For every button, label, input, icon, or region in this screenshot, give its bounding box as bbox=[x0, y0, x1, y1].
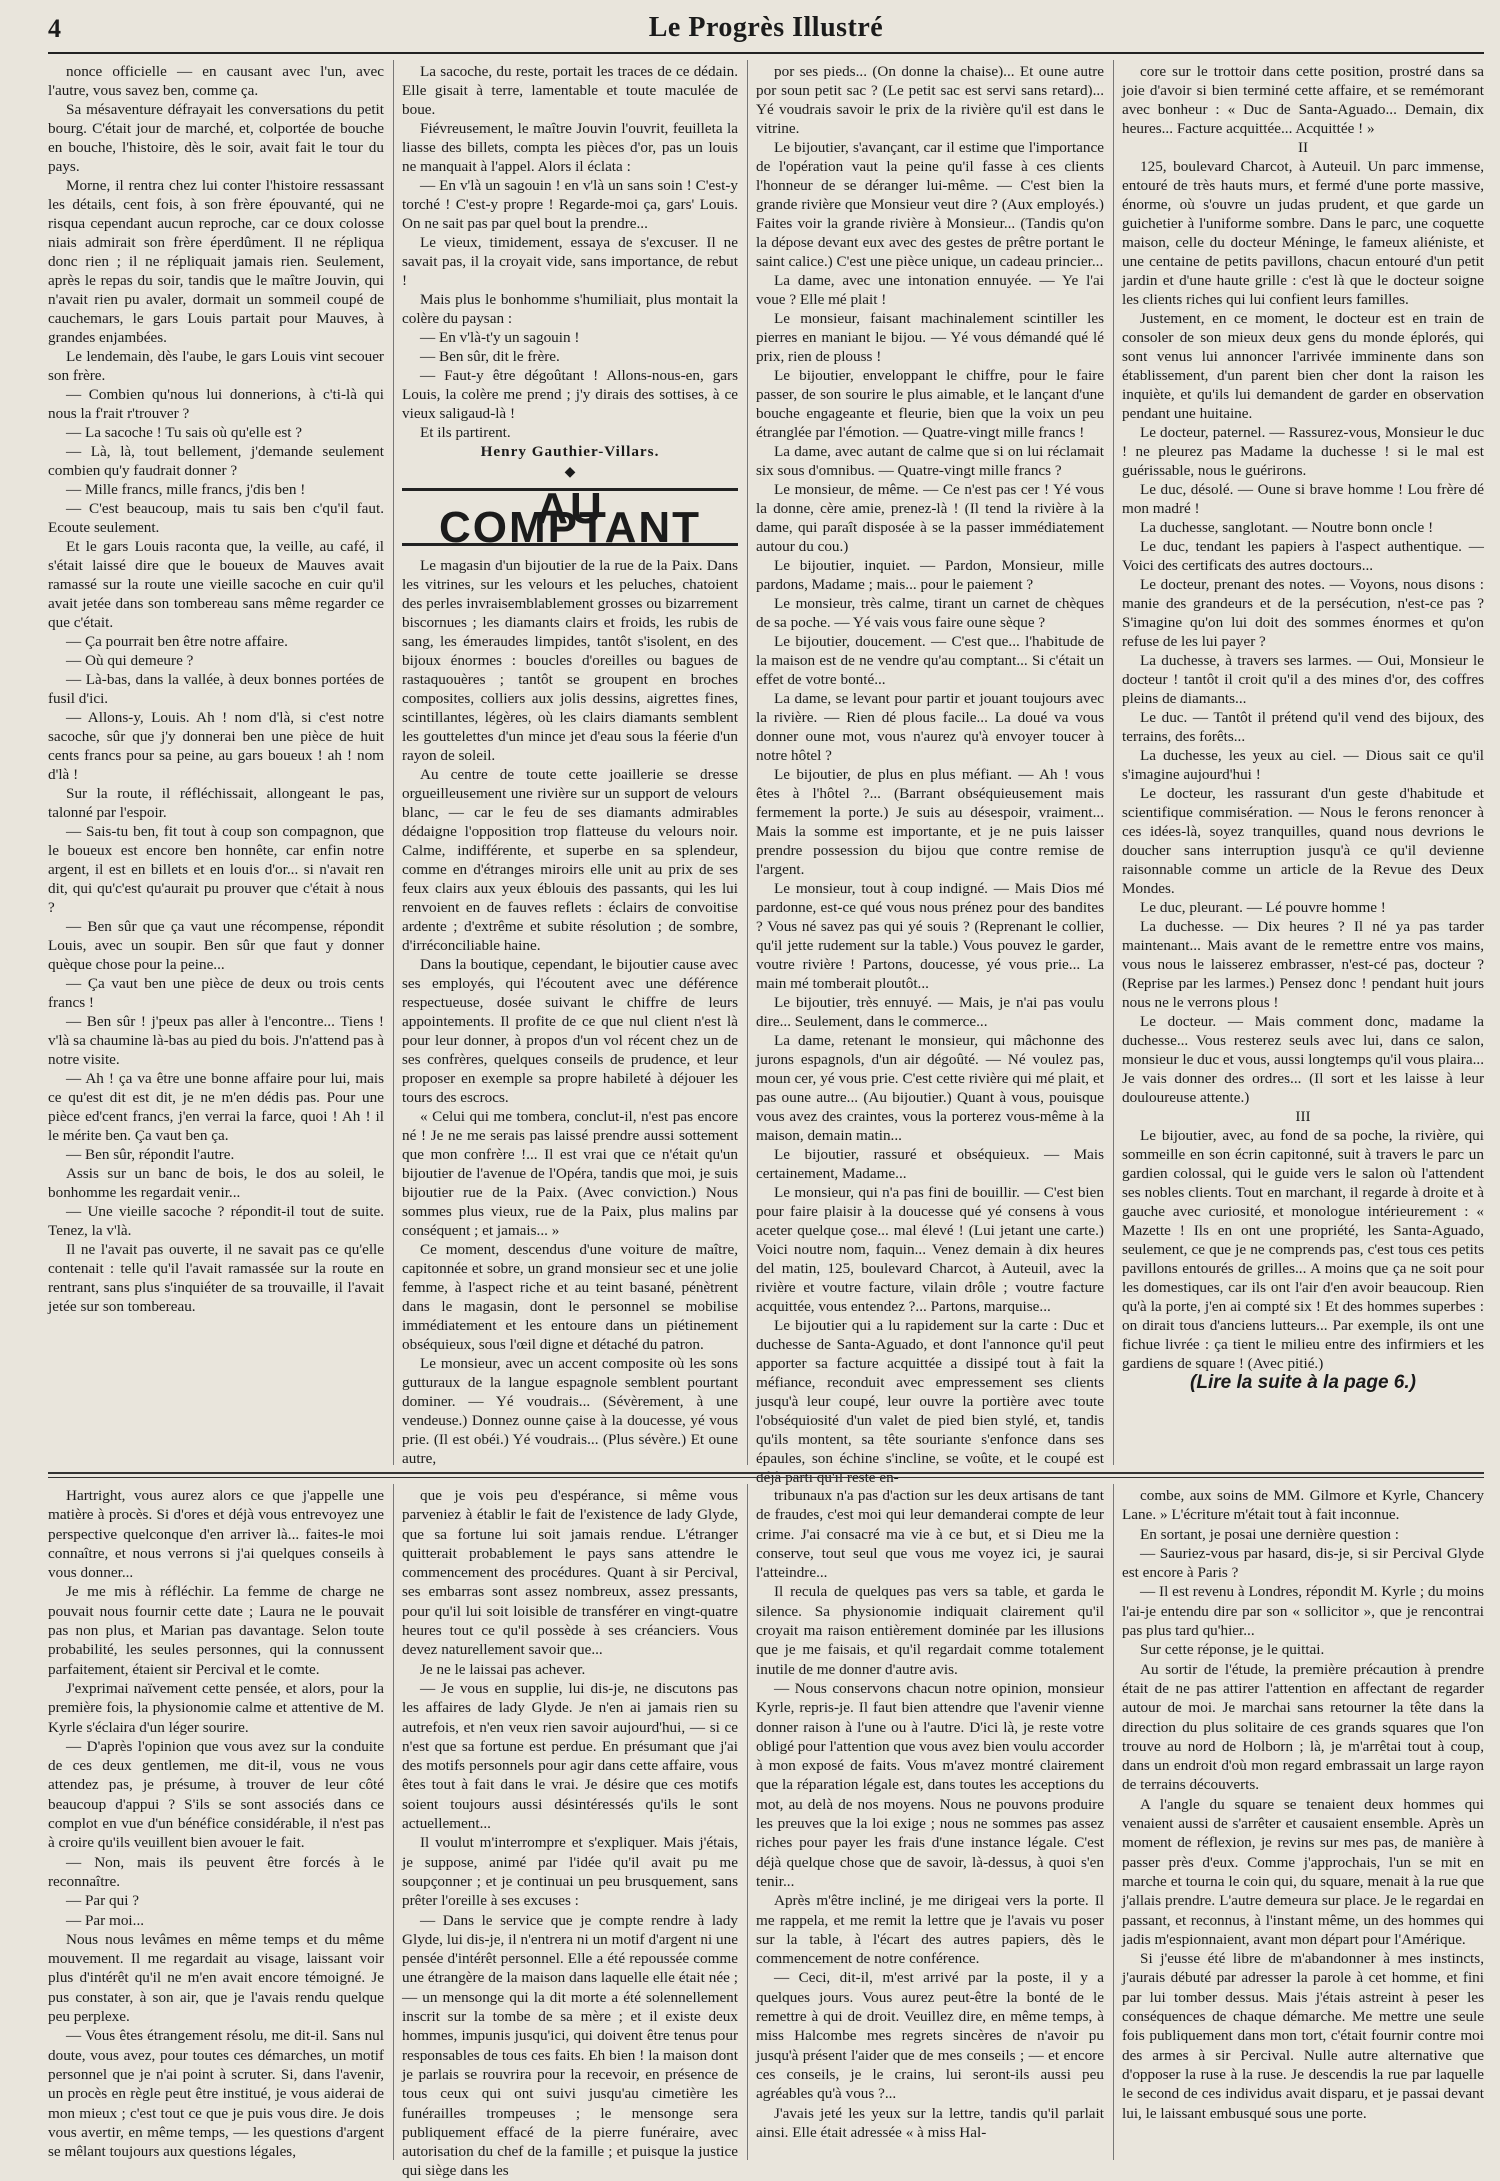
paragraph: La sacoche, du reste, portait les traces de ce dédain. Elle gisait à terre, lamentable et toute maculée de boue. bbox=[402, 63, 738, 118]
story-column-2 bbox=[402, 62, 738, 1467]
paragraph: Il voulut m'interrompre et s'expliquer. Mais j'étais, je suppose, animé par l'idée qu'il avait pu me soupçonner ; et je continuai un peu brusquement, sans prêter l'oreille à ses excuses : bbox=[402, 1834, 738, 1910]
story-headline: AU COMPTANT bbox=[402, 488, 738, 546]
paragraph: Le duc, désolé. — Oune si brave homme ! Lou frère dé mon madré ! bbox=[1122, 481, 1484, 517]
paragraph: Il ne l'avait pas ouverte, il ne savait pas ce qu'elle contenait : telle qu'il l'avait ramassée sur la route en rentrant, sans plus s'inquiéter de sa trouvaille, il l'avait jetée sur son tombereau. bbox=[48, 1241, 384, 1315]
story-column-3 bbox=[756, 62, 1104, 1486]
journal-title: Le Progrès Illustré bbox=[648, 12, 884, 43]
paragraph: Justement, en ce moment, le docteur est en train de consoler de son mieux deux gens du monde éplorés, qui sont venus lui annoncer l'arrivée imminente dans son établissement, d'un parent bien cher dont la raison les inquiète, et qu'ils lui demandent de garder en observation pendant une huitaine. bbox=[1122, 310, 1484, 422]
page-number: 4 bbox=[48, 14, 61, 43]
paragraph: Et ils partirent. bbox=[420, 424, 511, 441]
paragraph: Le bijoutier, avec, au fond de sa poche, la rivière, qui sommeille en son écrin capitonné, suit à travers le parc un gardien colossal, qui le guide vers le salon où l'attendent ses nobles clients. Tout en marchant, il regarde à droite et à gauche avec curiosité, et monologue intérieurement : « Mazette ! Ils en ont une propriété, les Santa-Aguado, seulement, ce que je ne comprends pas, c'est tous ces petits pavillons entourés de grilles... A moins que ça ne soit pour les domestiques, car ils ont l'air d'en avoir beaucoup. Rien qu'à la porte, j'en ai compté six ! Et des hommes superbes : on dirait tous d'anciens lutteurs... Par exemple, ils ont une fichue livrée : ça tient le milieu entre des infirmiers et les gardiens de square ! (Avec pitié.) bbox=[1122, 1127, 1484, 1372]
paragraph: Le monsieur, de même. — Ce n'est pas cer ! Yé vous la donne, cère amie, prenez-là ! (Il tend la rivière à la dame, qui paraît disposée à se la passer immédiatement autour du cou.) bbox=[756, 481, 1104, 555]
paragraph: — Je vous en supplie, lui dis-je, ne discutons pas les affaires de lady Glyde. Je n'en ai jamais rien su autrefois, et n'en veux rien savoir aujourd'hui, — si ce n'est que sa fortune est perdue. En présumant que j'ai des motifs personnels pour agir dans cette affaire, vous êtes tout à fait dans le vrai. Je désire que ces motifs soient toujours aussi désintéressés qu'ils le sont actuellement... bbox=[402, 1679, 738, 1833]
paragraph: Le docteur, les rassurant d'un geste d'habitude et scientifique commisération. — Nous le ferons renoncer à ces idées-là, soyez tranquilles, quand nous devrions le doucher sans interruption jusqu'à ce qu'il devienne raisonnable comme un article de la Revue des Deux Mondes. bbox=[1122, 785, 1484, 897]
feuilleton-column-3 bbox=[756, 1486, 1104, 2158]
feuilleton-column-4 bbox=[1122, 1486, 1484, 2158]
paragraph: Hartright, vous aurez alors ce que j'appelle une matière à procès. Si d'ores et déjà vous entrevoyez une perspective quelconque d'en arriver là... faites-le moi connaître, et nous verrons si j'ai quelques conseils à vous donner... bbox=[48, 1487, 384, 1582]
paragraph: — Mille francs, mille francs, j'dis ben ! bbox=[66, 481, 306, 498]
paragraph: — Vous êtes étrangement résolu, me dit-il. Sans nul doute, vous avez, pour toutes ces démarches, un motif personnel que je n'ai point à scruter. Si, dans l'avenir, un procès en règle peut être institué, je vous aiderai de mon mieux ; c'est tout ce que je puis vous dire. Je dois vous avertir, en même temps, — les questions d'argent se mêlant toujours aux questions légales, bbox=[48, 2027, 384, 2161]
paragraph: Le bijoutier, rassuré et obséquieux. — Mais certainement, Madame... bbox=[756, 1146, 1104, 1182]
paragraph: Au sortir de l'étude, la première précaution à prendre était de ne pas attirer l'attention en affectant de regarder autour de moi. Je marchai sans retourner la tête dans la direction du plus solitaire de ces grands squares que l'on trouve au nord de Holborn ; là, je m'arrêtai tout à coup, dans un endroit d'où mon regard embrassait un large rayon de terrains découverts. bbox=[1122, 1660, 1484, 1794]
paragraph: Le bijoutier, très ennuyé. — Mais, je n'ai pas voulu dire... Seulement, dans le commerce... bbox=[756, 994, 1104, 1030]
section-number: III bbox=[1295, 1108, 1311, 1125]
paragraph: combe, aux soins de MM. Gilmore et Kyrle, Chancery Lane. » L'écriture m'était tout à fait inconnue. bbox=[1122, 1487, 1484, 1524]
paragraph: Je ne le laissai pas achever. bbox=[420, 1660, 586, 1678]
paragraph: — Combien qu'nous lui donnerions, à c'ti-là qui nous la f'rait r'trouver ? bbox=[48, 386, 384, 422]
paragraph: J'exprimai naïvement cette pensée, et alors, pour la première fois, la physionomie calme et attentive de M. Kyrle s'éclaira d'un léger sourire. bbox=[48, 1679, 384, 1736]
paragraph: Le duc, pleurant. — Lé pouvre homme ! bbox=[1140, 899, 1386, 916]
paragraph: — Ben sûr ! j'peux pas aller à l'encontre... Tiens ! v'là sa chaumine là-bas au pied du bois. J'n'attend pas à notre visite. bbox=[48, 1013, 384, 1068]
paragraph: — D'après l'opinion que vous avez sur la conduite de ces deux gentlemen, me dit-il, vous ne vous attendez pas, je présume, à trouver de leur côté beaucoup d'appui ? S'ils se sont associés dans ce complot en vue d'un bénéfice considérable, il n'est pas à croire qu'ils veuillent bien avouer le fait. bbox=[48, 1737, 384, 1852]
header-rule bbox=[48, 52, 1484, 54]
paragraph: Sur la route, il réfléchissait, allongeant le pas, talonné par l'espoir. bbox=[48, 785, 384, 821]
paragraph: Au centre de toute cette joaillerie se dresse orgueilleusement une rivière sur un support de velours blanc, — car le feu de ses diamants admirables dédaigne l'opposition trop flatteuse du velours noir. Calme, indifférente, et superbe en sa splendeur, comme en d'étranges miroirs elle unit au prix de ses feux clairs aux yeux éblouis des passants, qui les lui renvoient en de fauves reflets : éclairs de convoitise ardente ; d'extrême et subite résolution ; de sombre, d'irréconciliable haine. bbox=[402, 766, 738, 954]
feuilleton-column-1 bbox=[48, 1486, 384, 2161]
paragraph: Le duc, tendant les papiers à l'aspect authentique. — Voici des certificats des autres doctours... bbox=[1122, 538, 1484, 574]
paragraph: — Sauriez-vous par hasard, dis-je, si sir Percival Glyde est encore à Paris ? bbox=[1122, 1544, 1484, 1582]
paragraph: Mais plus le bonhomme s'humiliait, plus montait la colère du paysan : bbox=[402, 291, 738, 327]
section-rule bbox=[48, 1472, 1484, 1474]
paragraph: Le docteur, paternel. — Rassurez-vous, Monsieur le duc ! ne pleurez pas Madame la duchesse ! si le mal est guérissable, nous le guérirons. bbox=[1122, 424, 1484, 479]
paragraph: — Ça vaut ben une pièce de deux ou trois cents francs ! bbox=[48, 975, 384, 1011]
column-divider bbox=[747, 1484, 748, 2160]
paragraph: Le monsieur, tout à coup indigné. — Mais Dios mé pardonne, est-ce qué vous nous prénez pour des bandites ? Vous né savez pas qui yé souis ? (Reprenant le collier, qu'il jette rudement sur la table.) Vous pouvez le garder, voutre rivière ! Partons, doucesse, yé vous prie... La main mé tomberait ploutôt... bbox=[756, 880, 1104, 992]
paragraph: — Allons-y, Louis. Ah ! nom d'là, si c'est notre sacoche, sûr que j'y donnerai ben une pièce de huit cents francs pour sa peine, au gars boueux ! ah ! nom d'là ! bbox=[48, 709, 384, 783]
paragraph: J'avais jeté les yeux sur la lettre, tandis qu'il parlait ainsi. Elle était adressée « à miss Hal- bbox=[756, 2104, 1104, 2141]
paragraph: tribunaux n'a pas d'action sur les deux artisans de tant de fraudes, c'est moi qui leur demanderai compte de leur crime. J'ai consacré ma vie à ce but, et si Dieu me la conserve, tout seul que vous me voyez ici, je saurai l'atteindre... bbox=[756, 1487, 1104, 1582]
paragraph: Morne, il rentra chez lui conter l'histoire ressassant les détails, cent fois, à son frère épouvanté, qui ne risqua cependant aucun reproche, car ce doux colosse niais admirait son frère éperdûment. Il ne répliqua donc rien ; il ne répliquait jamais rien. Seulement, après le repas du soir, tandis que le maître Jouvin, qui n'avait rien pu avaler, dormait un sommeil coupé de cauchemars, le gars Louis partait pour Mauves, à grandes enjambées. bbox=[48, 177, 384, 346]
paragraph: — La sacoche ! Tu sais où qu'elle est ? bbox=[66, 424, 302, 441]
paragraph: — Il est revenu à Londres, répondit M. Kyrle ; du moins l'ai-je entendu dire par son « sollicitor », que je rencontrai pas plus tard qu'hier... bbox=[1122, 1583, 1484, 1640]
column-divider bbox=[393, 60, 394, 1465]
column-divider bbox=[747, 60, 748, 1465]
paragraph: Dans la boutique, cependant, le bijoutier cause avec ses employés, qui l'écoutent avec une déférence respectueuse, dosée suivant le chiffre de leurs appointements. Il profite de ce que nul client n'est là pour leur donner, à propos d'un vol récent chez un de ses confrères, quelques conseils de prudence, et leur proposer en exemple sa propre habileté à déjouer les tours des escrocs. bbox=[402, 956, 738, 1106]
paragraph: Nous nous levâmes en même temps et du même mouvement. Il me regardait au visage, laissant voir plus d'intérêt qu'il ne m'en avait encore témoigné. Je pus constater, à son air, que je l'avais rendu quelque peu perplexe. bbox=[48, 1930, 384, 2026]
story-column-1 bbox=[48, 62, 384, 1462]
paragraph: Le docteur, prenant des notes. — Voyons, nous disons : manie des grandeurs et de la persécution, n'est-ce pas ? S'imagine qu'on lui doit des sommes énormes et qu'on refuse de les lui payer ? bbox=[1122, 576, 1484, 650]
paragraph: La duchesse, sanglotant. — Noutre bonn oncle ! bbox=[1140, 519, 1434, 536]
paragraph: La dame, se levant pour partir et jouant toujours avec la rivière. — Rien dé plous facile... La doué va vous donner oune mot, vous n'aurez qu'à envoyer toucer à notre hôtel ? bbox=[756, 690, 1104, 764]
paragraph: — Ben sûr, répondit l'autre. bbox=[66, 1146, 235, 1163]
paragraph: En sortant, je posai une dernière question : bbox=[1140, 1525, 1399, 1543]
paragraph: Fiévreusement, le maître Jouvin l'ouvrit, feuilleta la liasse des billets, compta les pièces d'or, pas un louis ne manquait à l'appel. Alors il éclata : bbox=[402, 120, 738, 175]
paragraph: Et le gars Louis raconta que, la veille, au café, il s'était laissé dire que le boueux de Mauves avait ramassé sur la route une vieille sacoche en cuir qu'il avait jetée dans son tombereau sans même regarder ce que c'était. bbox=[48, 538, 384, 631]
paragraph: Sa mésaventure défrayait les conversations du petit bourg. C'était jour de marché, et, colportée de bouche en bouche, l'histoire, dès le soir, avait fait le tour du pays. bbox=[48, 101, 384, 175]
story-signature: Henry Gauthier-Villars. bbox=[480, 443, 660, 460]
paragraph: Le bijoutier, enveloppant le chiffre, pour le faire passer, de son sourire le plus aimable, et le lançant d'une bouche engageante et fleurie, bien que la voix un peu étranglée par l'émotion. — Quatre-vingt mille francs ! bbox=[756, 367, 1104, 441]
page-header bbox=[48, 12, 1484, 46]
paragraph: — Ah ! ça va être une bonne affaire pour lui, mais ce qu'est dit est dit, je ne m'en dédis pas. Pour une pièce ed'cent francs, j'en verrai la farce, quoi ! Ah ! il le mérite ben. Ça vaut ben ça. bbox=[48, 1070, 384, 1144]
paragraph: — Non, mais ils peuvent être forcés à le reconnaître. bbox=[48, 1853, 384, 1890]
paragraph: La duchesse. — Dix heures ? Il né ya pas tarder maintenant... Mais avant de le remettre entre vos mains, vous nous le laisserez embrasser, n'est-cé pas, docteur ? (Reprise par les larmes.) Pensez donc ! pendant huit jours nous ne le verrons plous ! bbox=[1122, 918, 1484, 1011]
paragraph: Le duc. — Tantôt il prétend qu'il vend des bijoux, des terrains, des forêts... bbox=[1122, 709, 1484, 745]
paragraph: — Là-bas, dans la vallée, à deux bonnes portées de fusil d'ici. bbox=[48, 671, 384, 707]
paragraph: « Celui qui me tombera, conclut-il, n'est pas encore né ! Je ne me serais pas laissé prendre aussi sottement que mon confrère !... Il est vrai que ce n'était qu'un bijoutier de l'avenue de l'Opéra, tandis que moi, je suis bijoutier rue de la Paix. (Avec conviction.) Nous sommes plus vieux, rue de la Paix, plus malins par conséquent ; et jamais... » bbox=[402, 1108, 738, 1239]
story1-conclusion bbox=[402, 62, 738, 442]
paragraph: Le lendemain, dès l'aube, le gars Louis vint secouer son frère. bbox=[48, 348, 384, 384]
column-divider bbox=[1113, 60, 1114, 1465]
paragraph: — Une vieille sacoche ? répondit-il tout de suite. Tenez, la v'là. bbox=[48, 1203, 384, 1239]
paragraph: Le monsieur, faisant machinalement scintiller les pierres en maniant le bijou. — Yé vous démandé qué lé prix, rien de plouss ! bbox=[756, 310, 1104, 365]
paragraph: — Ça pourrait ben être notre affaire. bbox=[66, 633, 288, 650]
paragraph: — Là, là, tout bellement, j'demande seulement combien qu'y faudrait donner ? bbox=[48, 443, 384, 479]
paragraph: Le vieux, timidement, essaya de s'excuser. Il ne savait pas, il la croyait vide, sans importance, de rebut ! bbox=[402, 234, 738, 289]
paragraph: — En v'là un sagouin ! en v'là un sans soin ! C'est-y torché ! C'est-y propre ! Regarde-moi ça, gars' Louis. On ne sait pas par quel bout la prendre... bbox=[402, 177, 738, 232]
section-rule bbox=[48, 1477, 1484, 1478]
paragraph: Le docteur. — Mais comment donc, madame la duchesse... Vous resterez seuls avec lui, dans ce salon, monsieur le duc et vous, aussi longtemps qu'il vous plaira... Je vais donner des ordres... (Il sort et les laisse à leur douloureuse attente.) bbox=[1122, 1013, 1484, 1106]
separator-ornament: ◆ bbox=[564, 465, 576, 480]
paragraph: La duchesse, les yeux au ciel. — Dious sait ce qu'il s'imagine aujourd'hui ! bbox=[1122, 747, 1484, 783]
paragraph: — Par qui ? bbox=[66, 1892, 139, 1910]
paragraph: Le bijoutier qui a lu rapidement sur la carte : Duc et duchesse de Santa-Aguado, et dont l'annonce qu'il peut apporter sa facture acquittée a dissipé tout à fait la méfiance, reconduit avec empressement ses clients jusqu'à leur coupé, leur ouvre la portière avec toute l'obséquiosité d'un valet de pied bien stylé, et, tandis qu'ils montent, sa tête souriante s'enfonce dans ses épaules, son échine s'incline, se voûte, et le coupé est déjà parti qu'il reste en- bbox=[756, 1317, 1104, 1486]
paragraph: que je vois peu d'espérance, si même vous parveniez à établir le fait de l'existence de lady Glyde, que sa fortune lui soit jamais rendue. L'étranger quitterait probablement le pays sans attendre le commencement des procédures. Quant à sir Percival, ses embarras sont assez nombreux, assez pressants, pour qu'il lui soit loisible de transférer en vingt-quatre heures tout ce qu'il possède à ses créanciers. Vous devez naturellement savoir que... bbox=[402, 1487, 738, 1659]
paragraph: La dame, avec autant de calme que si on lui réclamait six sous d'omnibus. — Quatre-vingt mille francs ? bbox=[756, 443, 1104, 479]
paragraph: — Par moi... bbox=[66, 1911, 145, 1929]
paragraph: — C'est beaucoup, mais tu sais ben c'qu'il faut. Ecoute seulement. bbox=[48, 500, 384, 536]
paragraph: Ce moment, descendus d'une voiture de maître, capitonnée et sobre, un grand monsieur sec et une jolie femme, à l'aspect riche et au teint basané, pénètrent dans le magasin, dont le personnel se mobilise immédiatement et les entoure dans un piétinement obséquieux, sous l'œil digne et détaché du patron. bbox=[402, 1241, 738, 1353]
paragraph: Le monsieur, avec un accent composite où les sons gutturaux de la langue espagnole semblent pourtant dominer. — Yé voudrais... (Sévèrement, à une vendeuse.) Donnez ounne çaise à la doucesse, yé vous prie. (Il est obéi.) Yé voudrais... (Plus sévère.) Et oune autre, bbox=[402, 1355, 738, 1467]
paragraph: Le monsieur, très calme, tirant un carnet de chèques de sa poche. — Yé vais vous faire oune sèque ? bbox=[756, 595, 1104, 631]
paragraph: Je me mis à réfléchir. La femme de charge ne pouvait nous fournir cette date ; Laura ne le pouvait pas non plus, et Marian pas davantage. Selon toute probabilité, les seules personnes, qui la connussent parfaitement, étaient sir Percival et le comte. bbox=[48, 1583, 384, 1678]
paragraph: 125, boulevard Charcot, à Auteuil. Un parc immense, entouré de très hauts murs, et fermé d'une porte massive, énorme, où s'ouvre un judas prudent, et que garde un guichetier à l'uniforme sombre. Dans le parc, une coquette maison, celle du docteur Méninge, le fameux aliéniste, et une centaine de petits pavillons, chacun entouré d'un petit jardin et d'une haute grille : c'est là que le docteur soigne les clients riches qui lui confient leurs familles. bbox=[1122, 158, 1484, 308]
paragraph: La dame, avec une intonation ennuyée. — Ye l'ai voue ? Elle mé plait ! bbox=[756, 272, 1104, 308]
paragraph: — Nous conservons chacun notre opinion, monsieur Kyrle, repris-je. Il faut bien attendre que l'avenir vienne donner raison à l'une ou à l'autre. D'ici là, je reste votre obligé pour l'attention que vous avez bien voulu accorder à mon exposé de faits. Vous m'avez montré clairement que la réparation légale est, dans toutes les acceptions du mot, au delà de nos moyens. Nous ne pouvons produire les preuves que la loi exige ; nous ne sommes pas assez riches pour payer les frais d'une instance légale. C'est déjà quelque chose que de savoir, là-dessus, à quoi s'en tenir... bbox=[756, 1679, 1104, 1890]
paragraph: Si j'eusse été libre de m'abandonner à mes instincts, j'aurais débuté par adresser la parole à cet homme, et fini par lui tomber dessus. Mais j'étais astreint à peser les conséquences de chaque démarche. Me mettre une seule fois publiquement dans mon tort, c'était fournir contre moi des armes à sir Percival. Nulle autre alternative que d'opposer la ruse à la ruse. Je descendis la rue par laquelle le second de ces individus avait disparu, et je passai devant lui, le laissant embusqué sous une porte. bbox=[1122, 1950, 1484, 2122]
paragraph: — Ceci, dit-il, m'est arrivé par la poste, il y a quelques jours. Vous aurez peut-être la bonté de le remettre à qui de droit. Veuillez dire, en même temps, à miss Halcombe mes regrets sincères de n'avoir pu jusqu'à présent l'aider que de mes conseils ; — et encore ces conseils, je le crains, lui seront-ils aussi peu agréables qu'à vous ?... bbox=[756, 1969, 1104, 2103]
paragraph: Après m'être incliné, je me dirigeai vers la porte. Il me rappela, et me remit la lettre que je l'avais vu poser sur la table, à l'écart des autres papiers, dès le commencement de notre conférence. bbox=[756, 1892, 1104, 1968]
paragraph: — Ben sûr que ça vaut une récompense, répondit Louis, avec un soupir. Ben sûr que faut y donner quèque chose pour la peine... bbox=[48, 918, 384, 973]
paragraph: Le monsieur, qui n'a pas fini de bouillir. — C'est bien pour faire plaisir à la doucesse qué yé consens à vous aceter quelque çose... mal élevé ! (Lui jetant une carte.) Voici noutre nom, faquin... Venez demain à dix heures del matin, 125, boulevard Charcot, à Auteuil, avec la rivière et voutre facture, vilain drôle ; voutre facture acquittée, vous entendez ?... Partons, marquise... bbox=[756, 1184, 1104, 1315]
story2-opening bbox=[402, 556, 738, 1468]
story2-continuation bbox=[1122, 62, 1484, 1373]
paragraph: A l'angle du square se tenaient deux hommes qui venaient aussi de s'arrêter et causaient ensemble. Après un moment de réflexion, je revins sur mes pas, de manière à passer près d'eux. Comme j'approchais, l'un se mit en marche et tourna le coin qui, du square, menait à la rue que j'allais prendre. L'autre demeura sur place. Je le regardai en passant, et reconnus, à l'instant même, un des hommes qui jadis m'espionnaient, avant mon départ pour l'Amérique. bbox=[1122, 1795, 1484, 1948]
paragraph: Il recula de quelques pas vers sa table, et garda le silence. Sa physionomie indiquait clairement qu'il croyait ma raison entièrement dominée par les illusions que je me faisais, et qu'il regardait comme totalement inutile de me donner d'autre avis. bbox=[756, 1583, 1104, 1678]
paragraph: La dame, retenant le monsieur, qui mâchonne des jurons espagnols, d'un air dégoûté. — Né voulez pas, moun cer, yé vous prie. C'est cette rivière qui mé plait, et pas oune autre... (Au bijoutier.) Quant à vous, pouisque vous avez des craintes, vous la porterez vous-même à la maison, demain matin... bbox=[756, 1032, 1104, 1144]
paragraph: Le bijoutier, de plus en plus méfiant. — Ah ! vous êtes à l'hôtel ?... (Barrant obséquieusement mais fermement la porte.) Je suis au désespoir, vraiment... Mais la somme est importante, et je ne puis laisser prendre possession du bijou que contre remise de l'argent. bbox=[756, 766, 1104, 878]
paragraph: nonce officielle — en causant avec l'un, avec l'autre, vous savez ben, comme ça. bbox=[48, 63, 384, 99]
section-number: II bbox=[1297, 139, 1309, 156]
feuilleton-column-2 bbox=[402, 1486, 738, 2180]
paragraph: core sur le trottoir dans cette position, prostré dans sa joie d'avoir si bien terminé cette affaire, et se remémorant avec bonheur : « Duc de Santa-Aguado... Demain, dix heures... Facture acquittée... Acquittée ! » bbox=[1122, 63, 1484, 137]
paragraph: Assis sur un banc de bois, le dos au soleil, le bonhomme les regardait venir... bbox=[48, 1165, 384, 1201]
paragraph: Le bijoutier, inquiet. — Pardon, Monsieur, mille pardons, Madame ; mais... pour le paiement ? bbox=[756, 557, 1104, 593]
story-column-4 bbox=[1122, 62, 1484, 1462]
column-divider bbox=[1113, 1484, 1114, 2160]
paragraph: — Où qui demeure ? bbox=[66, 652, 194, 669]
paragraph: por ses pieds... (On donne la chaise)... Et oune autre por soun petit sac ? (Le petit sac est servi sans retard)... Yé voudrais savoir le prix de la rivière qu'il est dans le vitrine. bbox=[756, 63, 1104, 137]
paragraph: — Ben sûr, dit le frère. bbox=[420, 348, 560, 365]
paragraph: — Faut-y être dégoûtant ! Allons-nous-en, gars Louis, la colère me prend ; j'y dirais des sottises, à ce vieux saligaud-là ! bbox=[402, 367, 738, 422]
paragraph: Le magasin d'un bijoutier de la rue de la Paix. Dans les vitrines, sur les velours et les peluches, chatoient des perles invraisemblablement grosses ou bizarrement biscornues ; les diamants clairs et froids, les rubis de sang, les émeraudes limpides, tantôt s'isolent, en des bijoux énormes : boucles d'oreilles ou bagues de rastaquouères ; tantôt se groupent en broches composites, colliers aux jolis dessins, aigrettes fines, scintillantes, légères, où les clairs diamants semblent les gouttelettes d'un mince jet d'eau sous la féerie d'un rayon de soleil. bbox=[402, 557, 738, 764]
paragraph: Sur cette réponse, je le quittai. bbox=[1140, 1641, 1325, 1659]
paragraph: Le bijoutier, s'avançant, car il estime que l'importance de l'opération vaut la peine qu'il fasse à ces clients l'honneur de se déranger lui-même. — C'est bien la grande rivière que Monsieur veut dire ? (Aux employés.) Faites voir la grande rivière à Monsieur... (Tandis qu'on la dépose devant eux avec des gestes de prêtre portant le saint calice.) C'est une pièce unique, un cadeau princier... bbox=[756, 139, 1104, 270]
column-divider bbox=[393, 1484, 394, 2160]
paragraph: La duchesse, à travers ses larmes. — Oui, Monsieur le docteur ! tantôt il croit qu'il a des mines d'or, des coffres pleins de diamants... bbox=[1122, 652, 1484, 707]
paragraph: — Dans le service que je compte rendre à lady Glyde, lui dis-je, il n'entrera ni un motif d'argent ni une pensée d'intérêt personnel. Elle a été repoussée comme une étrangère de la maison dans laquelle elle était née ; — un mensonge qui la dit morte a été solennellement inscrit sur la tombe de sa mère ; et il existe deux hommes, impunis jusqu'ici, qui doivent être tenus pour responsables de tous ces faits. Eh bien ! la maison dont je parlais se rouvrira pour la recevoir, en présence de tous ceux qui ont suivi jusqu'au cimetière les funérailles trompeuses ; le mensonge sera publiquement effacé de la pierre funéraire, avec autorisation du chef de la famille ; et puisque la justice qui siège dans les bbox=[402, 1911, 738, 2180]
paragraph: — En v'là-t'y un sagouin ! bbox=[420, 329, 580, 346]
paragraph: — Sais-tu ben, fit tout à coup son compagnon, que le boueux est encore ben honnête, car enfin notre argent, il est en billets et en louis d'or... si n'avait ren dit, qui qu'c'est qu'aurait pu prouver que c'était à nous ? bbox=[48, 823, 384, 916]
continued-on-page: (Lire la suite à la page 6.) bbox=[1190, 1372, 1416, 1393]
paragraph: Le bijoutier, doucement. — C'est que... l'habitude de la maison est de ne vendre qu'au comptant... Si c'était un effet de votre bonté... bbox=[756, 633, 1104, 688]
